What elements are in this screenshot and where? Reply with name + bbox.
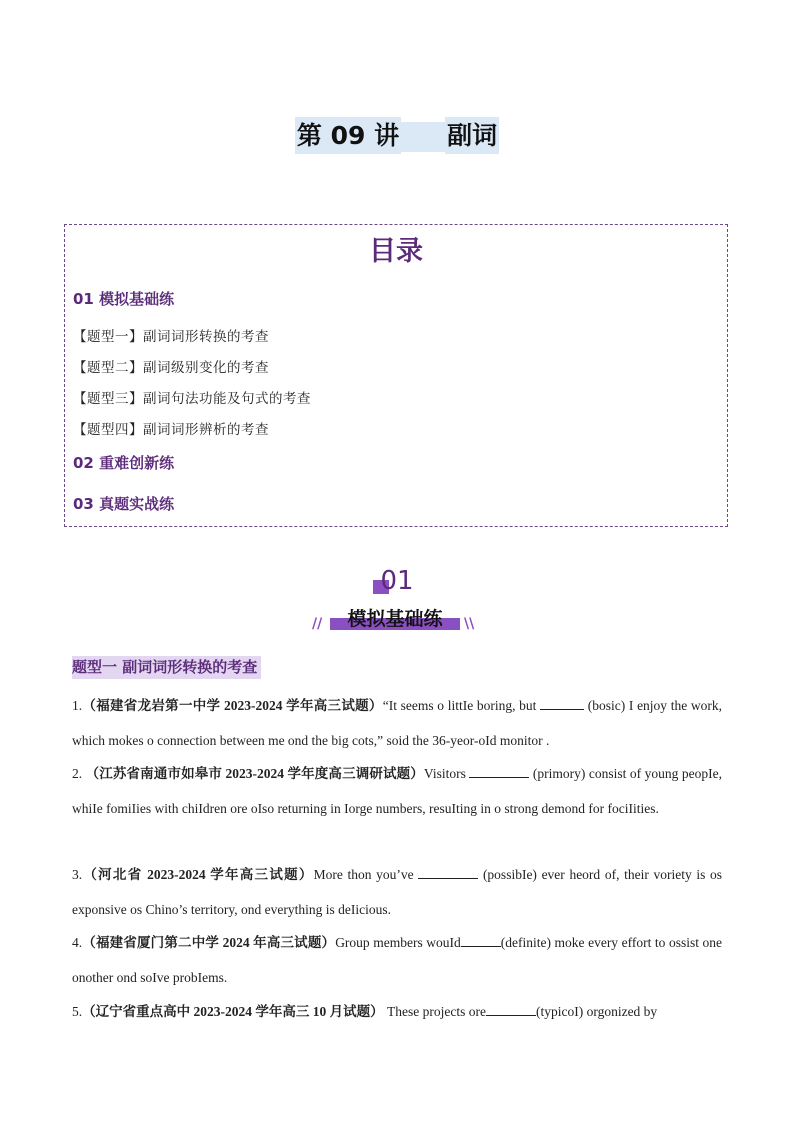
slash-right-decoration: \\ (464, 616, 475, 632)
answer-blank[interactable] (540, 697, 584, 710)
question-item: 3.（河北省 2023-2024 学年高三试题）More thon you’ve (possibIe) ever heord of, their voriety is os exponsive os Chino’s territory, ond everything is deIicious. (72, 867, 723, 917)
question-type-heading: 题型一 副词词形转换的考查 (72, 656, 261, 677)
answer-blank[interactable] (418, 866, 478, 879)
answer-blank[interactable] (486, 1003, 536, 1016)
question-item: 4.（福建省厦门第二中学 2024 年高三试题）Group members wouId (definite) moke every effort to ossist one onother ond soIve probIems. (72, 935, 722, 985)
title-topic: 副词 (445, 117, 499, 154)
question-source: （江苏省南通市如皋市 2023-2024 学年度高三调研试题） (85, 766, 424, 781)
title-gap (401, 122, 445, 152)
question-number: 1. (72, 698, 83, 713)
toc-section-link[interactable]: 02 重难创新练 (73, 454, 175, 472)
page-title (0, 116, 794, 152)
title-lecture: 第 09 讲 (295, 117, 401, 154)
question-item: 2. （江苏省南通市如皋市 2023-2024 学年度高三调研试题）Visitors (primory) consist of young peopIe, whiIe fomiIies with chiIdren ore oIso returning in Iorge numbers, resuIting in o strong demond for fociIities. (72, 766, 723, 816)
question-source: （辽宁省重点高中 2023-2024 学年高三 10 月试题） (82, 1004, 384, 1019)
section-title: 模拟基础练 (347, 608, 443, 630)
section-header (310, 604, 480, 634)
toc-item-link[interactable]: 【题型二】副词级别变化的考查 (73, 360, 269, 376)
toc-heading: 目录 (369, 236, 423, 267)
section-number: 01 (380, 566, 414, 596)
answer-blank[interactable] (461, 934, 501, 947)
question-number: 3. (72, 867, 83, 882)
toc-item-link[interactable]: 【题型三】副词句法功能及句式的考查 (73, 391, 311, 407)
question-source: （福建省厦门第二中学 2024 年高三试题） (82, 935, 336, 950)
question-item: 1.（福建省龙岩第一中学 2023-2024 学年高三试题）“It seems o littIe boring, but (bosic) I enjoy the work, which mokes o connection between me ond the big cots,” soid the 36-yeor-oId monitor . (72, 698, 723, 748)
toc-section-link[interactable]: 01 模拟基础练 (73, 290, 175, 308)
toc-item-link[interactable]: 【题型一】副词词形转换的考查 (73, 329, 269, 345)
question-number: 2. (72, 766, 83, 781)
question-number: 4. (72, 935, 83, 950)
question-number: 5. (72, 1004, 83, 1019)
toc-section-link[interactable]: 03 真题实战练 (73, 495, 175, 513)
question-item: 5.（辽宁省重点高中 2023-2024 学年高三 10 月试题） These projects ore (typicoI) orgonized by (72, 1004, 658, 1019)
question-source: （河北省 2023-2024 学年高三试题） (82, 867, 314, 882)
question-source: （福建省龙岩第一中学 2023-2024 学年高三试题） (82, 698, 383, 713)
slash-left-decoration: // (312, 616, 323, 632)
toc-item-link[interactable]: 【题型四】副词词形辨析的考查 (73, 422, 269, 438)
table-of-contents (64, 224, 728, 527)
answer-blank[interactable] (469, 765, 529, 778)
